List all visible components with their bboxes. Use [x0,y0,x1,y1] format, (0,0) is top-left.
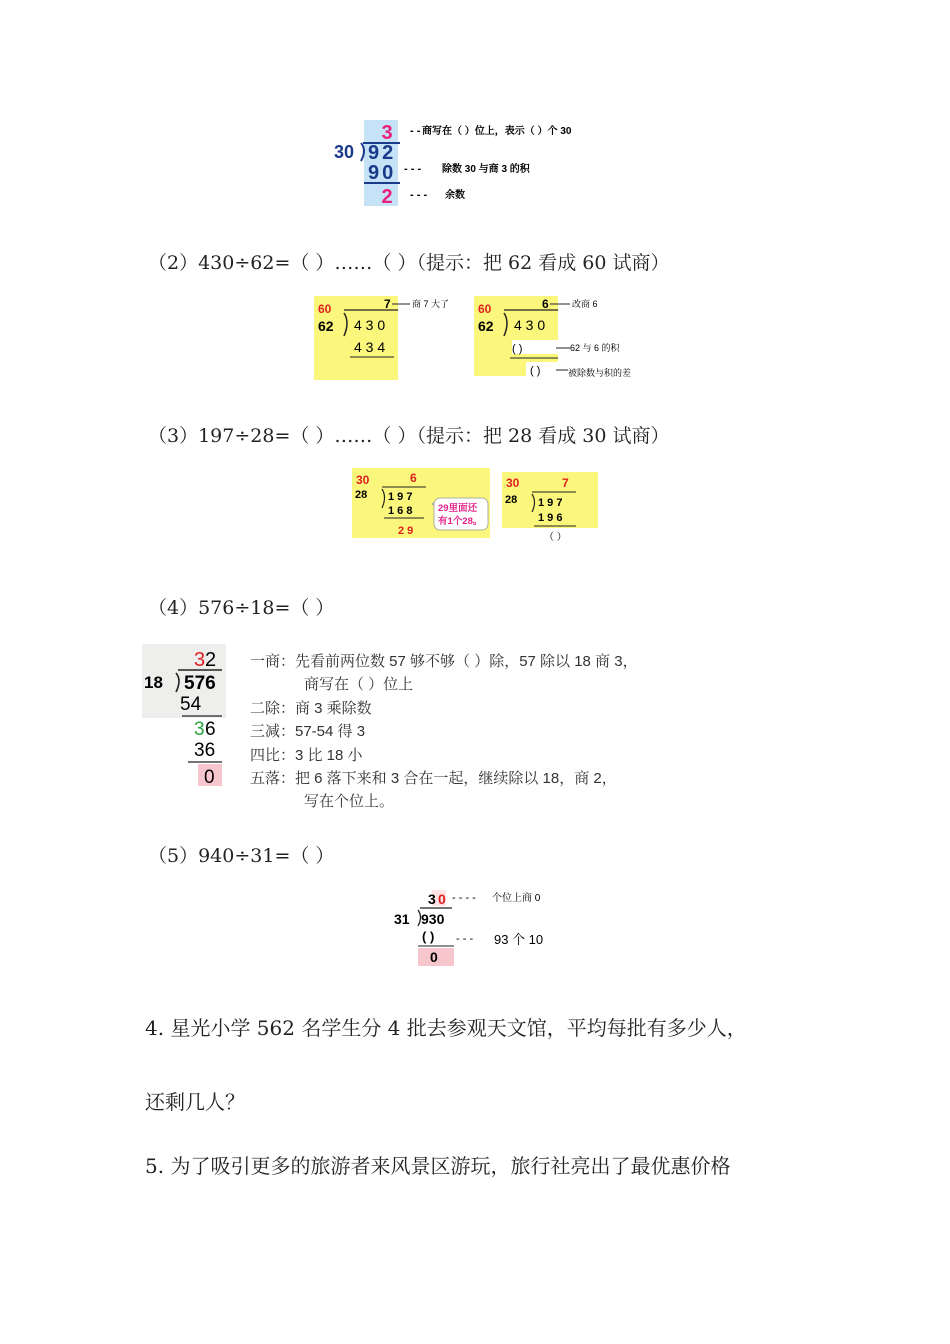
division-figure-197-trial-7 [502,472,602,548]
note-change-quotient: 改商 6 [572,299,598,309]
dash-connector: - - - - [452,892,476,904]
row-54: 54 [180,694,202,715]
note-product: 62 与 6 的积 [570,343,620,353]
estimate-divisor: 30 [506,476,520,490]
quotient-ones: 2 [205,649,217,671]
divisor: 18 [144,673,163,692]
estimate-divisor: 60 [478,302,492,316]
dividend: 4 3 0 [354,317,386,333]
product-row: 90 [368,162,397,184]
blank-difference: ( ) [530,365,541,377]
quotient-tens: 3 [428,891,436,907]
dash-connector: - - - [404,163,422,175]
remainder: 0 [430,949,438,965]
dividend: 1 9 7 [538,497,563,509]
bubble-text-line-1: 29里面还 [438,503,478,514]
estimate-divisor: 30 [356,473,370,487]
estimate-divisor: 60 [318,302,332,316]
row-6: 6 [205,719,216,740]
problem-2-text: （2）430÷62=（ ）……（ ）（提示：把 62 看成 60 试商） [148,252,670,274]
divisor: 62 [318,318,334,334]
blank-product: ( ) [512,343,523,355]
step-5: 五落：把 6 落下来和 3 合在一起，继续除以 18，商 2， [250,770,617,788]
divisor: 28 [355,489,368,501]
division-figure-576-div-18 [142,644,232,790]
problem-4-text: （4）576÷18=（ ） [148,597,335,619]
dividend: 576 [184,673,216,694]
row-3-green: 3 [194,719,205,740]
note-93-tens: 93 个 10 [494,932,544,947]
quotient-digit: 6 [410,471,417,485]
product-row: 1 6 8 [388,505,413,517]
dash-connector: - - [410,125,421,137]
steps-list [250,650,638,814]
quotient-digit: 7 [384,297,391,311]
note-ones-quotient-zero: 个位上商 0 [492,893,541,904]
note-too-big: 商 7 大了 [412,299,450,309]
dividend: 930 [421,911,445,927]
divisor: 30 [334,142,355,162]
question-5-line-1: 5. 为了吸引更多的旅游者来风景区游玩，旅行社亮出了最优惠价格 [145,1154,731,1178]
step-5-cont: 写在个位上。 [304,793,395,811]
division-figure-430-trial-6 [474,296,664,382]
division-figure-197-trial-6 [352,468,492,540]
dividend: 1 9 7 [388,491,413,503]
remainder-digit: 2 [381,186,393,208]
question-4-line-2: 还剩几人？ [145,1090,245,1114]
quotient-tens: 3 [194,649,206,671]
divisor: 28 [505,494,518,506]
dash-connector: - - - [456,933,474,945]
remainder: 2 9 [398,525,414,537]
question-4-line-1: 4. 星光小学 562 名学生分 4 批去参观天文馆，平均每批有多少人， [145,1016,747,1040]
long-division-figure-92-div-30 [330,120,650,210]
blank-remainder: （ ） [544,532,567,543]
problem-5-text: （5）940÷31=（ ） [148,845,335,867]
bubble-text-line-2: 有1个28。 [438,516,483,527]
step-1: 一商：先看前两位数 57 够不够（ ）除，57 除以 18 商 3， [250,653,638,670]
step-4: 四比：3 比 18 小 [250,746,363,764]
step-2: 二除：商 3 乘除数 [250,699,372,717]
product-row: 1 9 6 [538,512,563,524]
division-figure-930-div-31 [392,888,562,968]
product-row: 4 3 4 [354,339,386,355]
division-figure-430-trial-7 [314,296,464,382]
division-bracket [361,143,364,161]
quotient-digit: 6 [542,297,549,311]
note-product: 除数 30 与商 3 的积 [442,164,530,175]
step-1-cont: 商写在（ ）位上 [304,676,414,694]
dividend: 4 3 0 [514,317,546,333]
remainder: 0 [204,767,215,788]
divisor: 31 [394,911,410,927]
divisor: 62 [478,318,494,334]
row-36: 36 [194,740,216,761]
blank-product: ( ) [422,929,435,944]
step-3: 三减：57-54 得 3 [250,723,366,741]
note-remainder: 余数 [445,190,465,201]
dividend: 92 [368,142,397,164]
problem-3-text: （3）197÷28=（ ）……（ ）（提示：把 28 看成 30 试商） [148,425,670,447]
quotient-digit: 7 [562,476,569,490]
note-difference: 被除数与积的差 [568,368,632,378]
quotient-digit: 3 [381,122,393,144]
note-quotient: 商写在（ ）位上，表示（ ）个 30 [422,126,572,137]
quotient-ones: 0 [438,891,446,907]
dash-connector: - - - [410,189,428,201]
